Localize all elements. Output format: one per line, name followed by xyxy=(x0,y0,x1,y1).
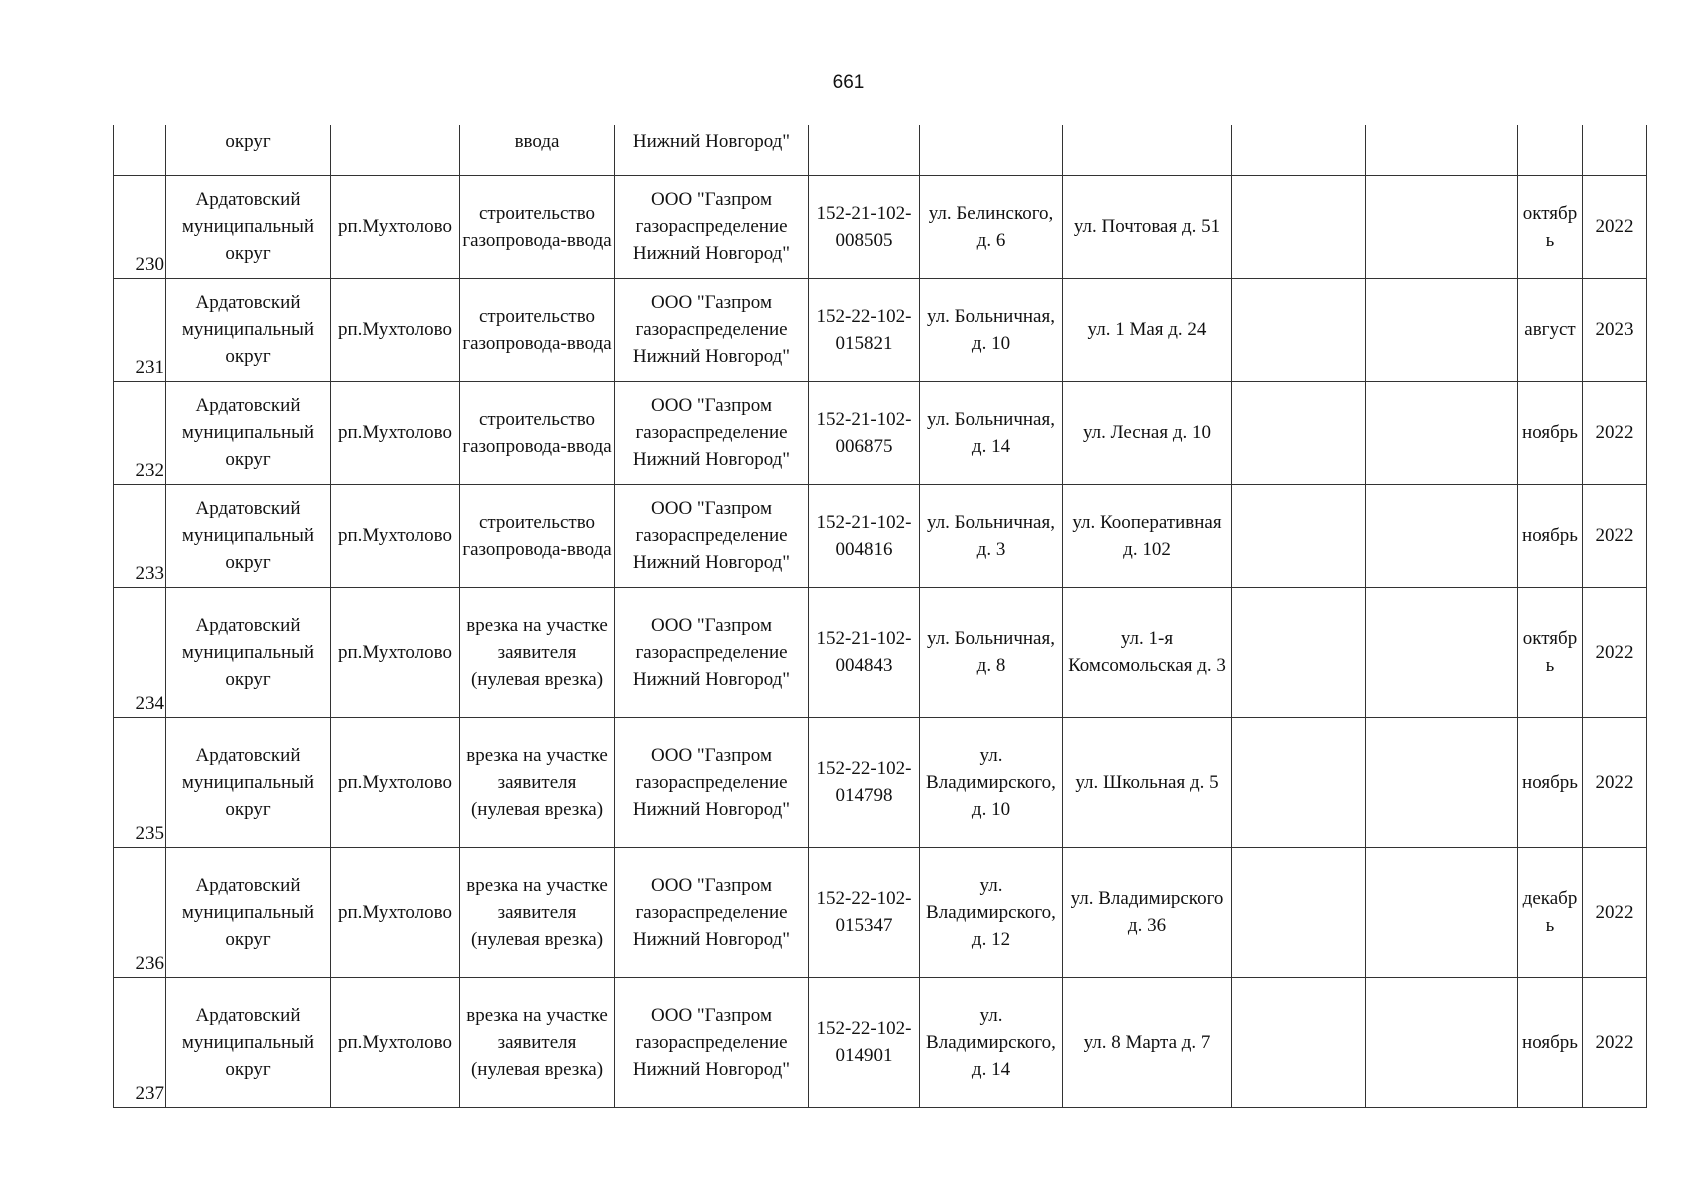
cell-empty-2 xyxy=(1366,587,1518,717)
cell-empty-2 xyxy=(1366,484,1518,587)
cell-year: 2022 xyxy=(1583,484,1647,587)
cell-year: 2022 xyxy=(1583,381,1647,484)
cell-num: 237 xyxy=(114,977,166,1107)
cell-code: 152-22-102-014798 xyxy=(809,717,920,847)
cell-org: ООО "Газпром газораспределение Нижний Новгород" xyxy=(615,484,809,587)
cell-district: округ xyxy=(166,125,331,175)
cell-month: декабрь xyxy=(1518,847,1583,977)
cell-empty-1 xyxy=(1232,125,1366,175)
cell-address2: ул. Владимирского д. 36 xyxy=(1063,847,1232,977)
cell-address1: ул. Белинского, д. 6 xyxy=(920,175,1063,278)
cell-address1: ул. Больничная, д. 8 xyxy=(920,587,1063,717)
cell-empty-1 xyxy=(1232,717,1366,847)
cell-empty-2 xyxy=(1366,381,1518,484)
cell-district: Ардатовский муниципальный округ xyxy=(166,717,331,847)
table-row xyxy=(114,587,1647,717)
cell-work: врезка на участке заявителя (нулевая врезка) xyxy=(460,847,615,977)
cell-address1: ул. Больничная, д. 10 xyxy=(920,278,1063,381)
cell-address2: ул. 1 Мая д. 24 xyxy=(1063,278,1232,381)
table-row xyxy=(114,977,1647,1107)
cell-month: август xyxy=(1518,278,1583,381)
cell-work: строительство газопровода-ввода xyxy=(460,381,615,484)
cell-year: 2022 xyxy=(1583,977,1647,1107)
cell-empty-1 xyxy=(1232,484,1366,587)
cell-address2: ул. Школьная д. 5 xyxy=(1063,717,1232,847)
cell-empty-1 xyxy=(1232,587,1366,717)
cell-district: Ардатовский муниципальный округ xyxy=(166,381,331,484)
cell-org: ООО "Газпром газораспределение Нижний Новгород" xyxy=(615,381,809,484)
table-row xyxy=(114,381,1647,484)
cell-district: Ардатовский муниципальный округ xyxy=(166,175,331,278)
cell-month: октябрь xyxy=(1518,587,1583,717)
cell-district: Ардатовский муниципальный округ xyxy=(166,484,331,587)
cell-work: строительство газопровода-ввода xyxy=(460,175,615,278)
cell-district: Ардатовский муниципальный округ xyxy=(166,847,331,977)
cell-empty-2 xyxy=(1366,847,1518,977)
cell-work: врезка на участке заявителя (нулевая врезка) xyxy=(460,717,615,847)
cell-address1: ул. Владимирского, д. 10 xyxy=(920,717,1063,847)
cell-month: ноябрь xyxy=(1518,717,1583,847)
cell-code: 152-21-102-004843 xyxy=(809,587,920,717)
cell-locality: рп.Мухтолово xyxy=(331,381,460,484)
cell-address1 xyxy=(920,125,1063,175)
cell-num xyxy=(114,125,166,175)
cell-month: ноябрь xyxy=(1518,484,1583,587)
cell-month: ноябрь xyxy=(1518,381,1583,484)
cell-address2: ул. 8 Марта д. 7 xyxy=(1063,977,1232,1107)
cell-org: ООО "Газпром газораспределение Нижний Новгород" xyxy=(615,175,809,278)
cell-empty-1 xyxy=(1232,381,1366,484)
cell-month xyxy=(1518,125,1583,175)
cell-locality: рп.Мухтолово xyxy=(331,717,460,847)
cell-empty-2 xyxy=(1366,977,1518,1107)
cell-num: 234 xyxy=(114,587,166,717)
cell-code: 152-21-102-006875 xyxy=(809,381,920,484)
cell-address2: ул. 1-я Комсомольская д. 3 xyxy=(1063,587,1232,717)
cell-empty-2 xyxy=(1366,175,1518,278)
cell-address2: ул. Кооперативная д. 102 xyxy=(1063,484,1232,587)
table-row xyxy=(114,175,1647,278)
cell-num: 236 xyxy=(114,847,166,977)
cell-num: 235 xyxy=(114,717,166,847)
page-number: 661 xyxy=(832,72,865,93)
cell-year: 2022 xyxy=(1583,587,1647,717)
cell-empty-1 xyxy=(1232,175,1366,278)
cell-locality: рп.Мухтолово xyxy=(331,278,460,381)
table-row xyxy=(114,278,1647,381)
cell-empty-1 xyxy=(1232,847,1366,977)
cell-org: ООО "Газпром газораспределение Нижний Новгород" xyxy=(615,717,809,847)
table-row-continued xyxy=(114,125,1647,175)
cell-address1: ул. Владимирского, д. 12 xyxy=(920,847,1063,977)
cell-year: 2023 xyxy=(1583,278,1647,381)
cell-code xyxy=(809,125,920,175)
cell-month: октябрь xyxy=(1518,175,1583,278)
cell-work: строительство газопровода-ввода xyxy=(460,484,615,587)
cell-org: ООО "Газпром газораспределение Нижний Новгород" xyxy=(615,977,809,1107)
cell-code: 152-22-102-015821 xyxy=(809,278,920,381)
cell-empty-1 xyxy=(1232,278,1366,381)
cell-locality: рп.Мухтолово xyxy=(331,175,460,278)
cell-num: 232 xyxy=(114,381,166,484)
cell-year: 2022 xyxy=(1583,847,1647,977)
cell-code: 152-22-102-014901 xyxy=(809,977,920,1107)
cell-work: строительство газопровода-ввода xyxy=(460,278,615,381)
cell-work: врезка на участке заявителя (нулевая врезка) xyxy=(460,977,615,1107)
cell-year xyxy=(1583,125,1647,175)
cell-address2: ул. Лесная д. 10 xyxy=(1063,381,1232,484)
cell-work: врезка на участке заявителя (нулевая врезка) xyxy=(460,587,615,717)
cell-year: 2022 xyxy=(1583,717,1647,847)
cell-num: 231 xyxy=(114,278,166,381)
cell-year: 2022 xyxy=(1583,175,1647,278)
cell-org: Нижний Новгород" xyxy=(615,125,809,175)
table-row xyxy=(114,717,1647,847)
cell-address2: ул. Почтовая д. 51 xyxy=(1063,175,1232,278)
cell-work: ввода xyxy=(460,125,615,175)
registry-table xyxy=(113,125,1647,1108)
cell-org: ООО "Газпром газораспределение Нижний Новгород" xyxy=(615,278,809,381)
cell-address2 xyxy=(1063,125,1232,175)
cell-locality: рп.Мухтолово xyxy=(331,847,460,977)
cell-empty-2 xyxy=(1366,717,1518,847)
cell-empty-1 xyxy=(1232,977,1366,1107)
cell-locality: рп.Мухтолово xyxy=(331,484,460,587)
cell-district: Ардатовский муниципальный округ xyxy=(166,587,331,717)
cell-month: ноябрь xyxy=(1518,977,1583,1107)
cell-address1: ул. Больничная, д. 14 xyxy=(920,381,1063,484)
table-row xyxy=(114,484,1647,587)
cell-address1: ул. Владимирского, д. 14 xyxy=(920,977,1063,1107)
cell-district: Ардатовский муниципальный округ xyxy=(166,977,331,1107)
cell-locality xyxy=(331,125,460,175)
cell-district: Ардатовский муниципальный округ xyxy=(166,278,331,381)
cell-num: 233 xyxy=(114,484,166,587)
cell-locality: рп.Мухтолово xyxy=(331,977,460,1107)
cell-org: ООО "Газпром газораспределение Нижний Новгород" xyxy=(615,587,809,717)
table-row xyxy=(114,847,1647,977)
cell-code: 152-21-102-004816 xyxy=(809,484,920,587)
cell-address1: ул. Больничная, д. 3 xyxy=(920,484,1063,587)
cell-empty-2 xyxy=(1366,125,1518,175)
cell-org: ООО "Газпром газораспределение Нижний Новгород" xyxy=(615,847,809,977)
cell-code: 152-22-102-015347 xyxy=(809,847,920,977)
cell-num: 230 xyxy=(114,175,166,278)
cell-empty-2 xyxy=(1366,278,1518,381)
cell-code: 152-21-102-008505 xyxy=(809,175,920,278)
cell-locality: рп.Мухтолово xyxy=(331,587,460,717)
